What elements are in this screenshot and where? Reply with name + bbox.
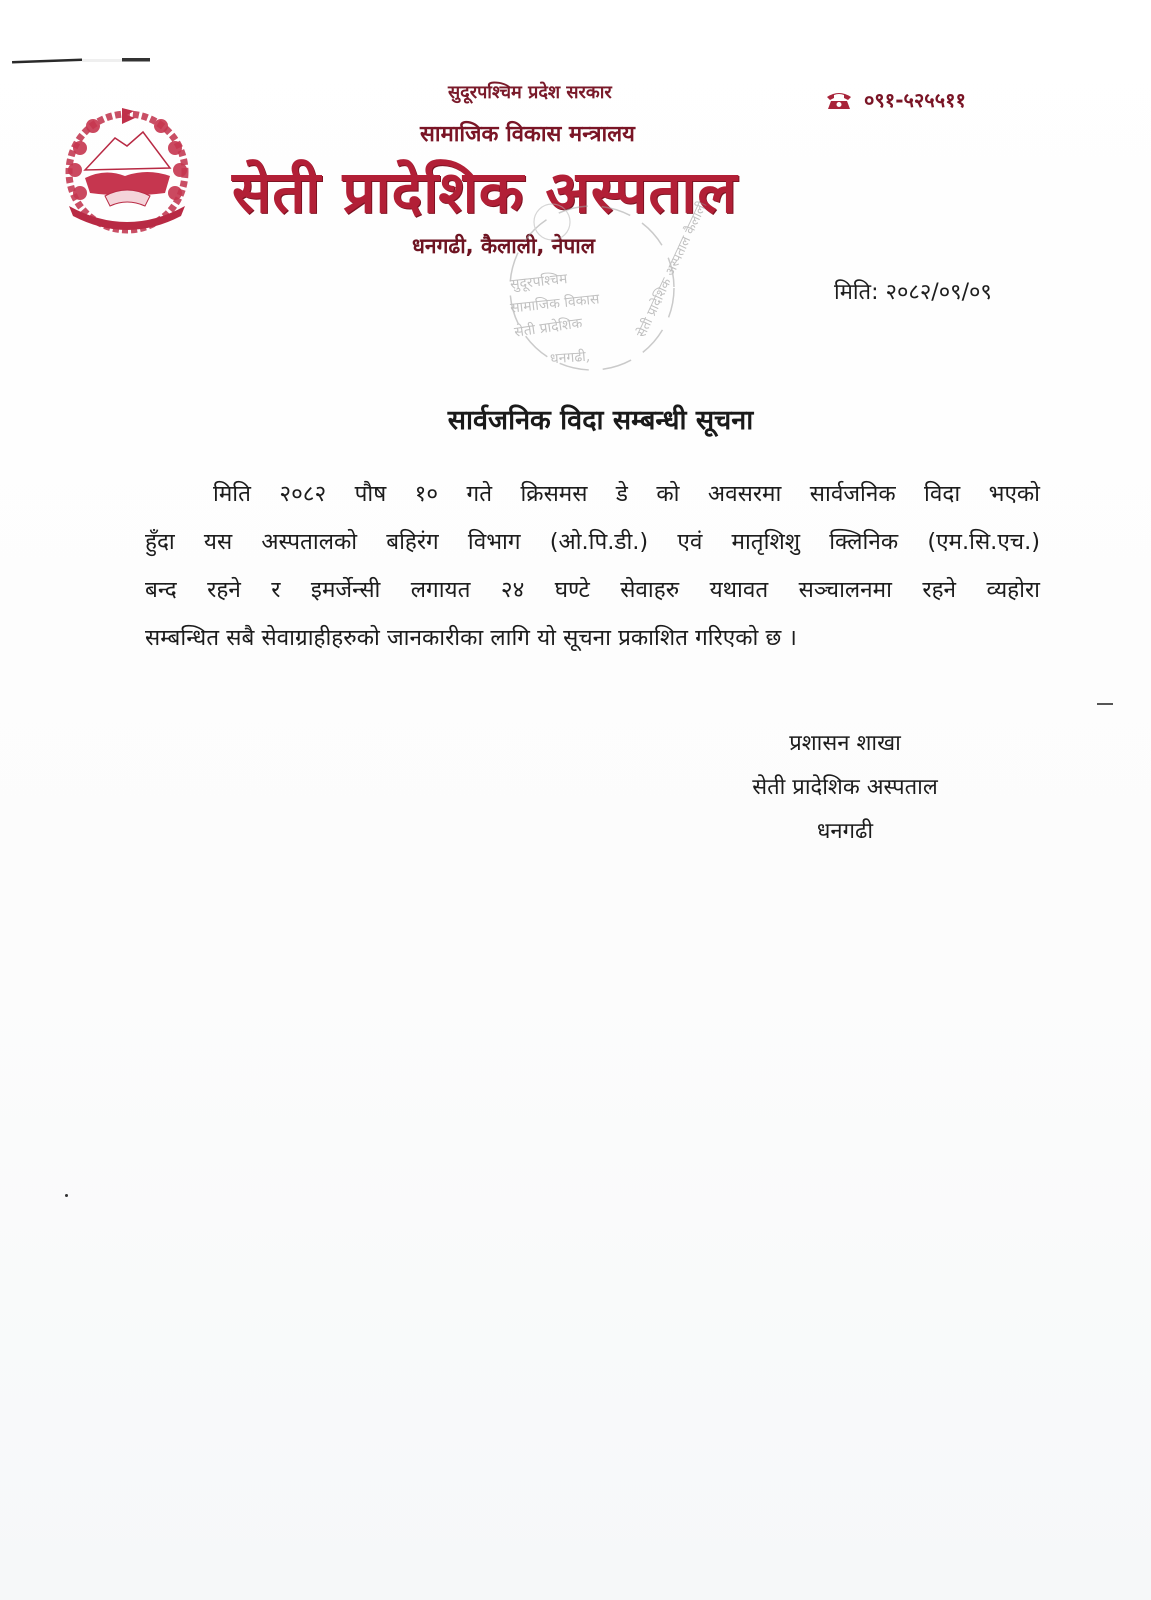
- scan-speck: [65, 1194, 68, 1197]
- date-value: २०८२/०९/०९: [885, 280, 992, 305]
- hospital-address: धनगढी, कैलाली, नेपाल: [412, 234, 595, 258]
- stamp-line: सामाजिक विकास: [509, 291, 601, 317]
- signature-location: धनगढी: [816, 819, 874, 844]
- document-date: [834, 276, 992, 306]
- phone-number: ०९१-५२५५११: [864, 88, 966, 112]
- hospital-name: सेती प्रादेशिक अस्पताल: [232, 158, 738, 226]
- government-name: सुदूरपश्चिम प्रदेश सरकार: [448, 82, 612, 103]
- stamp-line: धनगढी,: [549, 348, 591, 368]
- stamp-line: सेती प्रादेशिक: [513, 315, 584, 341]
- signature-department: प्रशासन शाखा: [789, 731, 901, 756]
- stamp-arc-text: सेती प्रादेशिक अस्पताल कैलाली: [634, 199, 711, 340]
- notice-line: सम्बन्धित सबै सेवाग्राहीहरुको जानकारीका लागि यो सूचना प्रकाशित गरिएको छ ।: [145, 625, 797, 651]
- notice-line: मिति २०८२ पौष १० गते क्रिसमस डे को अवसरमा सार्वजनिक विदा भएको: [213, 481, 1040, 507]
- notice-line: बन्द रहने र इमर्जेन्सी लगायत २४ घण्टे सेवाहरु यथावत सञ्चालनमा रहने व्यहोरा: [145, 577, 1040, 603]
- margin-mark: [1097, 703, 1113, 705]
- staple-pin-icon: [12, 58, 152, 66]
- date-label: मिति:: [834, 280, 879, 305]
- notice-line: हुँदा यस अस्पतालको बहिरंग विभाग (ओ.पि.डी.) एवं मातृशिशु क्लिनिक (एम.सि.एच.): [145, 529, 1040, 555]
- notice-body: [145, 470, 1040, 662]
- ministry-name: सामाजिक विकास मन्त्रालय: [420, 122, 635, 147]
- phone-contact: [826, 86, 966, 113]
- signature-block: [700, 722, 990, 854]
- official-stamp: [492, 199, 711, 375]
- notice-title: सार्वजनिक विदा सम्बन्धी सूचना: [447, 405, 754, 436]
- stamp-line: सुदूरपश्चिम: [509, 271, 569, 293]
- signature-organization: सेती प्रादेशिक अस्पताल: [752, 775, 938, 800]
- telephone-icon: [826, 90, 852, 110]
- nepal-emblem-icon: [55, 98, 200, 243]
